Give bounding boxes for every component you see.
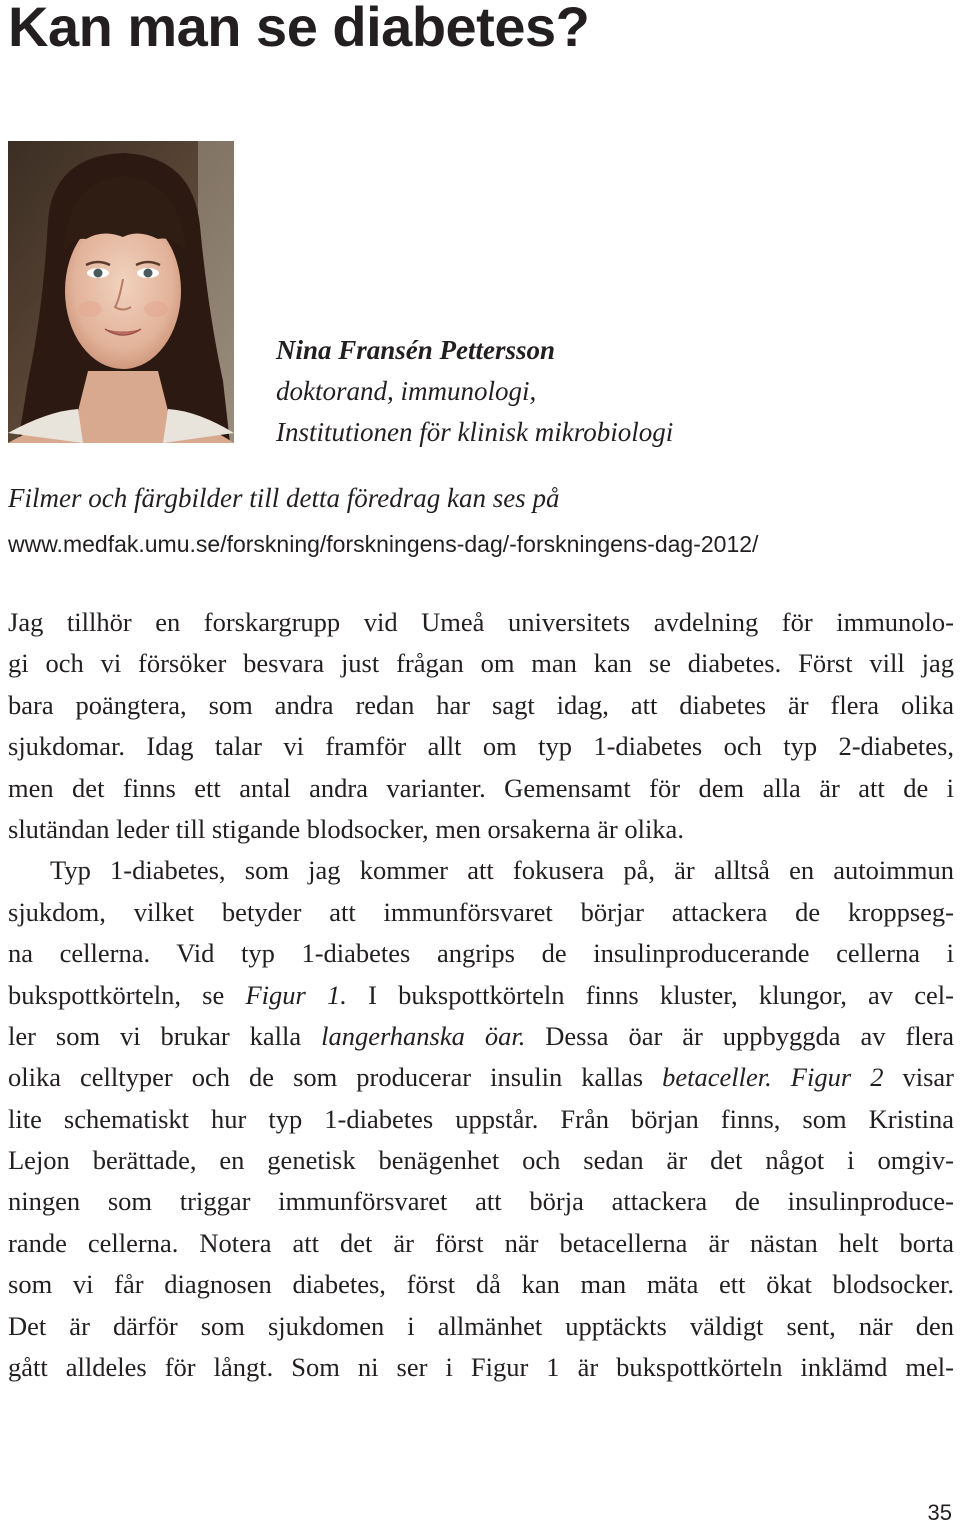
- paragraph-2-line: [8, 1057, 954, 1098]
- paragraph-2-line: gått alldeles för långt. Som ni ser i Figur 1 är bukspottkörteln inklämd mel-: [8, 1352, 954, 1383]
- text-run: bukspottkörteln, se: [8, 979, 246, 1010]
- text-run: I bukspottkörteln finns kluster, klungor, av cel-: [346, 979, 954, 1010]
- paragraph-2-line: na cellerna. Vid typ 1-diabetes angrips de insulinproducerande cellerna i: [8, 938, 954, 969]
- author-role: doktorand, immunologi,: [276, 376, 537, 406]
- paragraph-2-line: [8, 1016, 954, 1057]
- paragraph-1-line: Jag tillhör en forskargrupp vid Umeå universitets avdelning för immunolo-: [8, 607, 954, 637]
- term-emphasis: langerhanska öar.: [321, 1020, 526, 1051]
- text-run: visar: [883, 1062, 954, 1093]
- films-note: Filmer och färgbilder till detta föredrag kan ses på: [8, 483, 560, 513]
- paragraph-1-line: bara poängtera, som andra redan har sagt idag, att diabetes är flera olika: [8, 689, 954, 720]
- paragraph-2-line: Typ 1-diabetes, som jag kommer att fokusera på, är alltså en autoimmun: [50, 855, 954, 886]
- text-run: olika celltyper och de som producerar insulin kallas: [8, 1062, 663, 1093]
- figure-reference: Figur 2: [771, 1062, 884, 1093]
- author-info: [276, 330, 673, 453]
- author-photo: [8, 141, 234, 443]
- paragraph-1-line: sjukdomar. Idag talar vi framför allt om typ 1-diabetes och typ 2-diabetes,: [8, 731, 954, 762]
- paragraph-1-line: men det finns ett antal andra varianter. Gemensamt för dem alla är att de i: [8, 772, 954, 803]
- paragraph-2-line: Det är därför som sjukdomen i allmänhet upptäckts väldigt sent, när den: [8, 1310, 954, 1341]
- paragraph-2-line: rande cellerna. Notera att det är först när betacellerna är nästan helt borta: [8, 1227, 954, 1258]
- author-department: Institutionen för klinisk mikrobiologi: [276, 417, 674, 447]
- page-title: Kan man se diabetes?: [8, 0, 590, 58]
- paragraph-2-line: Lejon berättade, en genetisk benägenhet och sedan är det något i omgiv-: [8, 1145, 954, 1176]
- paragraph-2-line: ningen som triggar immunförsvaret att börja attackera de insulinproduce-: [8, 1186, 954, 1217]
- figure-reference: Figur 1.: [245, 979, 347, 1010]
- paragraph-1-line: slutändan leder till stigande blodsocker, men orsakerna är olika.: [8, 813, 684, 844]
- paragraph-2-line: sjukdom, vilket betyder att immunförsvaret börjar attackera de kroppseg-: [8, 896, 954, 927]
- paragraph-2-line: som vi får diagnosen diabetes, först då kan man mäta ett ökat blodsocker.: [8, 1269, 954, 1300]
- text-run: Dessa öar är uppbyggda av flera: [525, 1020, 954, 1051]
- text-run: ler som vi brukar kalla: [8, 1020, 322, 1051]
- paragraph-2-line: [8, 975, 954, 1016]
- article-body: [8, 602, 954, 1388]
- author-name: Nina Fransén Pettersson: [276, 335, 556, 365]
- paragraph-1-line: gi och vi försöker besvara just frågan om man kan se diabetes. Först vill jag: [8, 648, 954, 679]
- paragraph-2-line: lite schematiskt hur typ 1-diabetes uppstår. Från början finns, som Kristina: [8, 1103, 954, 1134]
- url-link[interactable]: www.medfak.umu.se/forskning/forskningens-dag/-forskningens-dag-2012/: [8, 531, 759, 557]
- page-number: 35: [927, 1500, 952, 1525]
- term-emphasis: betaceller.: [662, 1062, 772, 1093]
